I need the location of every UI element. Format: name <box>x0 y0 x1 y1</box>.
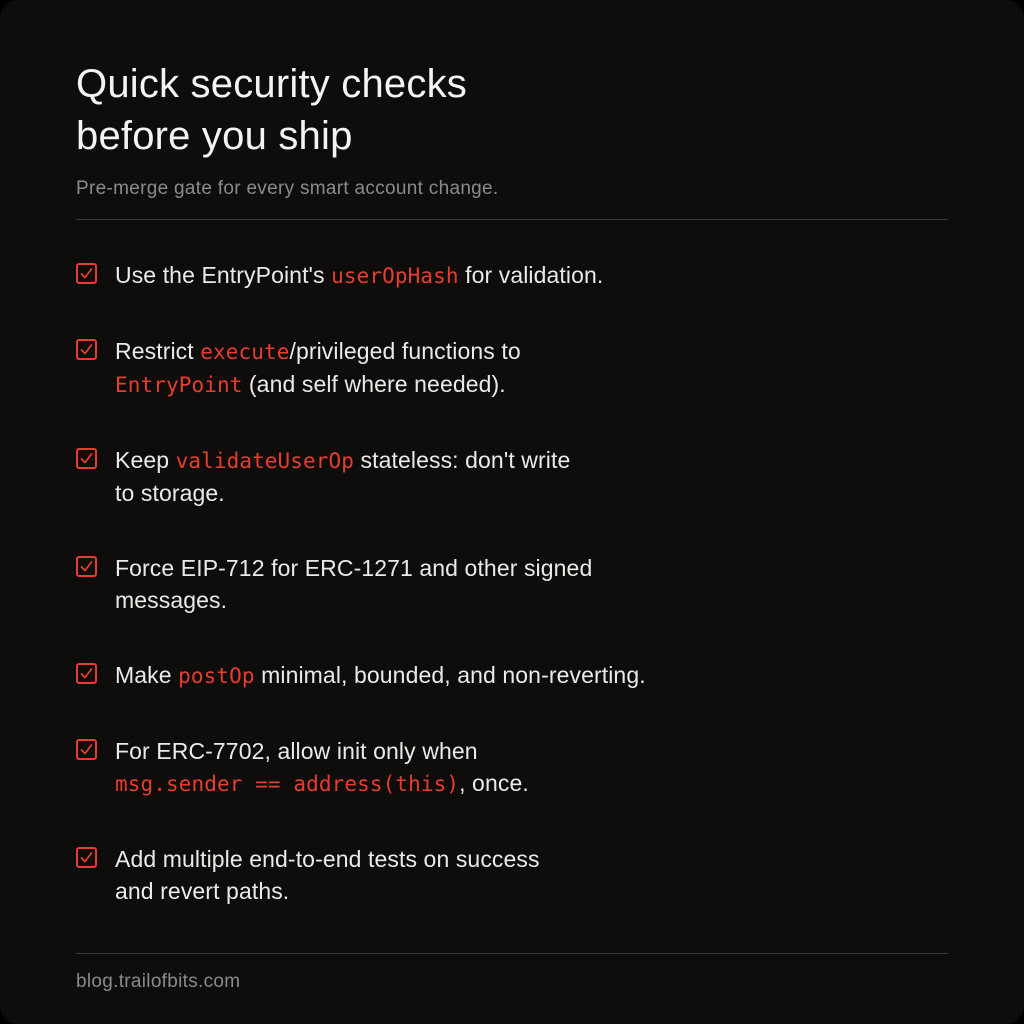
inline-text: Restrict <box>115 338 201 364</box>
inline-text: stateless: don't write <box>354 447 571 473</box>
checklist <box>76 259 948 907</box>
inline-text: minimal, bounded, and non-reverting. <box>254 662 646 688</box>
page-title-line1: Quick security checks <box>76 62 467 106</box>
inline-text: messages. <box>115 587 228 613</box>
inline-code: msg.sender == address(this) <box>115 772 460 796</box>
footer <box>76 953 948 993</box>
inline-text: and revert paths. <box>115 878 290 904</box>
checkbox-checked[interactable] <box>76 847 97 868</box>
checklist-item <box>76 335 948 401</box>
inline-text: /privileged functions to <box>289 338 521 364</box>
inline-code: postOp <box>178 664 255 688</box>
checklist-item-text <box>115 735 529 800</box>
checkbox-checked[interactable] <box>76 448 97 469</box>
checklist-item <box>76 444 948 509</box>
inline-code: execute <box>200 340 290 364</box>
inline-text: , once. <box>459 770 529 796</box>
check-icon <box>79 850 94 865</box>
inline-code: EntryPoint <box>115 373 243 397</box>
checkbox-checked[interactable] <box>76 263 97 284</box>
inline-text: Force EIP-712 for ERC-1271 and other signed <box>115 555 593 581</box>
checklist-item <box>76 552 948 616</box>
check-icon <box>79 266 94 281</box>
checkbox-checked[interactable] <box>76 339 97 360</box>
inline-text: For ERC-7702, allow init only when <box>115 738 478 764</box>
checkbox-checked[interactable] <box>76 663 97 684</box>
inline-text: Keep <box>115 447 176 473</box>
inline-code: userOpHash <box>331 264 459 288</box>
checklist-item <box>76 735 948 800</box>
checklist-item <box>76 659 948 692</box>
check-icon <box>79 342 94 357</box>
checklist-item-text <box>115 843 540 907</box>
header-divider <box>76 219 948 220</box>
check-icon <box>79 742 94 757</box>
page-title-line2: before you ship <box>76 114 353 158</box>
inline-text: Use the EntryPoint's <box>115 262 332 288</box>
inline-code: validateUserOp <box>175 449 355 473</box>
checkbox-checked[interactable] <box>76 556 97 577</box>
inline-text: (and self where needed). <box>242 371 506 397</box>
checklist-item-text <box>115 552 592 616</box>
checklist-item-text <box>115 259 603 292</box>
checklist-item <box>76 843 948 907</box>
check-icon <box>79 666 94 681</box>
checklist-item-text <box>115 659 646 692</box>
page-subtitle: Pre-merge gate for every smart account change. <box>76 178 499 199</box>
checklist-item-text <box>115 444 570 509</box>
check-icon <box>79 451 94 466</box>
inline-text: Make <box>115 662 179 688</box>
checklist-item-text <box>115 335 521 401</box>
checklist-item <box>76 259 948 292</box>
inline-text: to storage. <box>115 480 225 506</box>
page-title <box>76 58 948 162</box>
footer-divider <box>76 953 948 954</box>
inline-text: for validation. <box>458 262 604 288</box>
footer-url[interactable]: blog.trailofbits.com <box>76 971 241 992</box>
inline-text: Add multiple end-to-end tests on success <box>115 846 540 872</box>
checkbox-checked[interactable] <box>76 739 97 760</box>
check-icon <box>79 559 94 574</box>
